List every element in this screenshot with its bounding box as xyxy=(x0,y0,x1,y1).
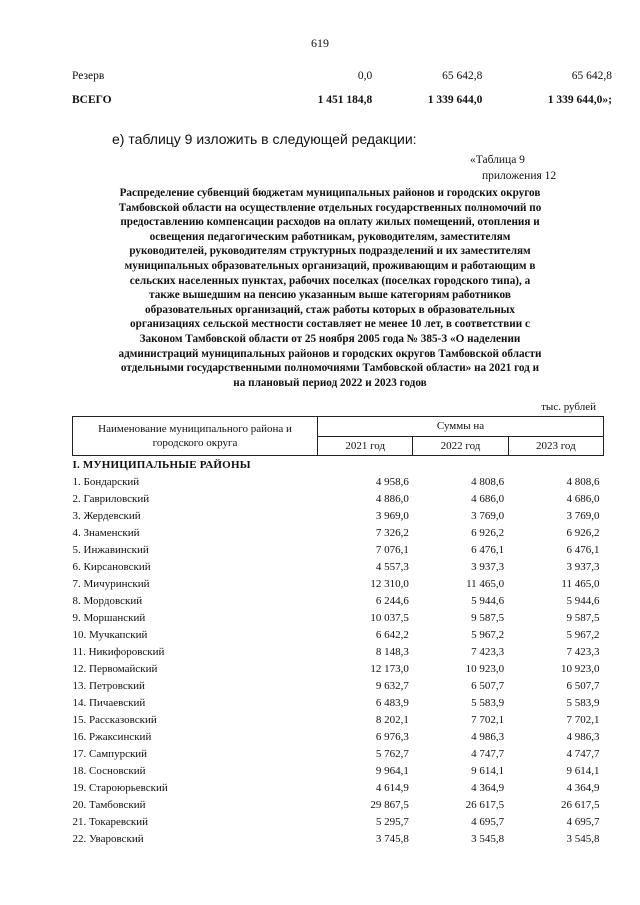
table-row xyxy=(73,491,604,508)
district-name: 6. Кирсановский xyxy=(72,561,151,573)
annex-line-2: приложения 12 xyxy=(482,170,557,182)
title-line: на плановый период 2022 и 2023 годов xyxy=(233,376,427,389)
amount-2023: 5 944,6 xyxy=(566,595,600,607)
amount-2022: 7 702,1 xyxy=(471,714,505,726)
title-line: образовательных организаций, стаж работы которых в образовательных xyxy=(145,303,515,316)
district-name: 17. Сампурский xyxy=(72,748,148,760)
header-sums: Суммы на xyxy=(318,417,604,437)
table-row xyxy=(73,814,604,831)
table-row xyxy=(73,525,604,542)
district-name: 14. Пичаевский xyxy=(72,697,146,709)
amount-2023: 9 614,1 xyxy=(566,765,600,777)
amount-2022: 3 545,8 xyxy=(471,833,505,845)
total-row xyxy=(72,88,612,112)
district-name: 10. Мучкапский xyxy=(72,629,148,641)
annex-line-1: «Таблица 9 xyxy=(470,154,525,166)
district-name: 8. Мордовский xyxy=(72,595,143,607)
table-row xyxy=(73,763,604,780)
title-line: организациях сельской местности составляет не менее 10 лет, в соответствии с xyxy=(130,318,530,331)
amount-2023: 4 695,7 xyxy=(566,816,600,828)
amount-2022: 5 967,2 xyxy=(471,629,505,641)
amount-2021: 4 886,0 xyxy=(375,493,409,505)
amount-2022: 9 587,5 xyxy=(471,612,505,624)
amount-2021: 8 202,1 xyxy=(375,714,409,726)
annex-reference xyxy=(470,152,556,184)
table-row xyxy=(73,729,604,746)
amount-2023: 4 986,3 xyxy=(566,731,600,743)
table-row xyxy=(73,712,604,729)
district-name: 16. Ржаксинский xyxy=(72,731,152,743)
amount-2023: 5 583,9 xyxy=(566,697,600,709)
amount-2021: 6 483,9 xyxy=(375,697,409,709)
amount-2021: 9 632,7 xyxy=(375,680,409,692)
amount-2023: 6 926,2 xyxy=(566,527,600,539)
amount-2023: 3 545,8 xyxy=(566,833,600,845)
district-name: 7. Мичуринский xyxy=(72,578,150,590)
district-name: 20. Тамбовский xyxy=(72,799,146,811)
amount-2022: 5 944,6 xyxy=(471,595,505,607)
amount-2023: 5 967,2 xyxy=(566,629,600,641)
amount-2022: 4 808,6 xyxy=(471,476,505,488)
title-line: Тамбовской области на осуществление отдельных государственных полномочий по xyxy=(118,201,542,214)
title-line: руководителей, руководителям структурных подразделений и их заместителям xyxy=(129,245,531,258)
title-line: Законом Тамбовской области от 25 ноября 2005 года № 385-З «О наделении xyxy=(139,332,521,345)
amount-2022: 26 617,5 xyxy=(465,799,505,811)
amount-2022: 6 507,7 xyxy=(471,680,505,692)
subvention-table xyxy=(72,416,604,848)
district-name: 22. Уваровский xyxy=(72,833,144,845)
amount-2021: 4 557,3 xyxy=(375,561,409,573)
district-name: 2. Гавриловский xyxy=(72,493,150,505)
reserve-row xyxy=(72,64,612,88)
title-line: предоставлению компенсации расходов на оплату жилых помещений, отопления и xyxy=(120,216,540,229)
amount-2022: 7 423,3 xyxy=(471,646,505,658)
header-year-2022: 2022 год xyxy=(413,436,508,456)
section-title: I. МУНИЦИПАЛЬНЫЕ РАЙОНЫ xyxy=(72,458,251,471)
district-name: 21. Токаревский xyxy=(72,816,148,828)
amount-2022: 10 923,0 xyxy=(465,663,505,675)
district-name: 4. Знаменский xyxy=(72,527,140,539)
title-line: сельских населенных пунктах, рабочих поселках (поселках городского типа), а xyxy=(129,274,531,287)
amount-2023: 7 423,3 xyxy=(566,646,600,658)
amount-2023: 26 617,5 xyxy=(561,799,600,811)
district-name: 9. Моршанский xyxy=(72,612,146,624)
amount-2022: 11 465,0 xyxy=(466,578,505,590)
total-2023: 1 339 644,0»; xyxy=(547,94,612,106)
amount-2021: 5 762,7 xyxy=(375,748,409,760)
table-row xyxy=(73,610,604,627)
amount-2021: 9 964,1 xyxy=(375,765,409,777)
amount-2023: 3 937,3 xyxy=(566,561,600,573)
reserve-2021: 0,0 xyxy=(357,70,373,82)
amount-2022: 4 747,7 xyxy=(471,748,505,760)
amount-2022: 4 695,7 xyxy=(471,816,505,828)
header-name: Наименование муниципального района и городского округа xyxy=(73,417,318,456)
district-name: 5. Инжавинский xyxy=(72,544,149,556)
amount-2021: 12 173,0 xyxy=(370,663,409,675)
table-row xyxy=(73,780,604,797)
title-line: освещения педагогическим работникам, руководителям, заместителям xyxy=(149,230,511,243)
amount-2021: 4 958,6 xyxy=(375,476,409,488)
table-row xyxy=(73,644,604,661)
amount-2023: 3 769,0 xyxy=(566,510,600,522)
amount-2022: 9 614,1 xyxy=(471,765,505,777)
reserve-2022: 65 642,8 xyxy=(442,70,483,82)
document-title xyxy=(74,186,586,390)
district-name: 12. Первомайский xyxy=(72,663,158,675)
amount-2023: 10 923,0 xyxy=(561,663,600,675)
table-row xyxy=(73,627,604,644)
amount-2021: 7 326,2 xyxy=(375,527,409,539)
amount-2021: 6 244,6 xyxy=(375,595,409,607)
amount-2021: 7 076,1 xyxy=(375,544,409,556)
amount-2022: 5 583,9 xyxy=(471,697,505,709)
unit-label: тыс. рублей xyxy=(541,401,596,413)
title-line: отдельными государственными полномочиями Тамбовской области» на 2021 год и xyxy=(120,362,540,375)
total-label: ВСЕГО xyxy=(72,94,112,106)
amount-2021: 10 037,5 xyxy=(370,612,409,624)
instruction-text: е) таблицу 9 изложить в следующей редакции: xyxy=(112,131,417,147)
total-2021: 1 451 184,8 xyxy=(317,94,373,106)
table-row xyxy=(73,661,604,678)
section-row xyxy=(73,456,604,475)
district-name: 15. Рассказовский xyxy=(72,714,157,726)
table-row xyxy=(73,508,604,525)
amount-2021: 5 295,7 xyxy=(375,816,409,828)
amount-2023: 11 465,0 xyxy=(561,578,600,590)
total-2022: 1 339 644,0 xyxy=(427,94,483,106)
amount-2023: 7 702,1 xyxy=(566,714,600,726)
title-line: Распределение субвенций бюджетам муниципальных районов и городских округов xyxy=(119,187,541,199)
table-row xyxy=(73,797,604,814)
amount-2022: 4 686,0 xyxy=(471,493,505,505)
amount-2023: 4 808,6 xyxy=(566,476,600,488)
district-name: 18. Сосновский xyxy=(72,765,146,777)
table-row xyxy=(73,542,604,559)
amount-2022: 6 926,2 xyxy=(471,527,505,539)
amount-2022: 4 986,3 xyxy=(471,731,505,743)
amount-2023: 6 476,1 xyxy=(566,544,600,556)
table-row xyxy=(73,559,604,576)
table-row xyxy=(73,474,604,491)
table-row xyxy=(73,695,604,712)
district-name: 11. Никифоровский xyxy=(72,646,165,658)
district-name: 19. Староюрьевский xyxy=(72,782,168,794)
district-name: 1. Бондарский xyxy=(72,476,140,488)
summary-table xyxy=(72,64,612,112)
amount-2022: 6 476,1 xyxy=(471,544,505,556)
amount-2022: 3 937,3 xyxy=(471,561,505,573)
amount-2021: 4 614,9 xyxy=(375,782,409,794)
amount-2021: 6 976,3 xyxy=(375,731,409,743)
table-row xyxy=(73,576,604,593)
amount-2023: 4 686,0 xyxy=(566,493,600,505)
reserve-label: Резерв xyxy=(72,70,105,82)
reserve-2023: 65 642,8 xyxy=(571,70,612,82)
title-line: администраций муниципальных районов и городских округов Тамбовской области xyxy=(118,347,542,360)
district-name: 13. Петровский xyxy=(72,680,145,692)
district-name: 3. Жердевский xyxy=(72,510,141,522)
amount-2022: 4 364,9 xyxy=(471,782,505,794)
header-year-2021: 2021 год xyxy=(318,436,413,456)
amount-2021: 29 867,5 xyxy=(370,799,409,811)
amount-2023: 4 364,9 xyxy=(566,782,600,794)
table-row xyxy=(73,831,604,848)
amount-2022: 3 769,0 xyxy=(471,510,505,522)
amount-2023: 9 587,5 xyxy=(566,612,600,624)
header-row xyxy=(73,417,604,437)
amount-2021: 8 148,3 xyxy=(375,646,409,658)
title-line: муниципальных образовательных организаций, проживающим и работающим в xyxy=(124,259,536,272)
title-line: также вышедшим на пенсию указанным выше категориям работников xyxy=(149,289,511,302)
table-row xyxy=(73,593,604,610)
table-row xyxy=(73,678,604,695)
amount-2021: 3 745,8 xyxy=(375,833,409,845)
amount-2023: 4 747,7 xyxy=(566,748,600,760)
amount-2021: 12 310,0 xyxy=(370,578,409,590)
page-number: 619 xyxy=(311,36,329,50)
header-year-2023: 2023 год xyxy=(508,436,603,456)
amount-2023: 6 507,7 xyxy=(566,680,600,692)
amount-2021: 3 969,0 xyxy=(375,510,409,522)
table-row xyxy=(73,746,604,763)
amount-2021: 6 642,2 xyxy=(375,629,409,641)
